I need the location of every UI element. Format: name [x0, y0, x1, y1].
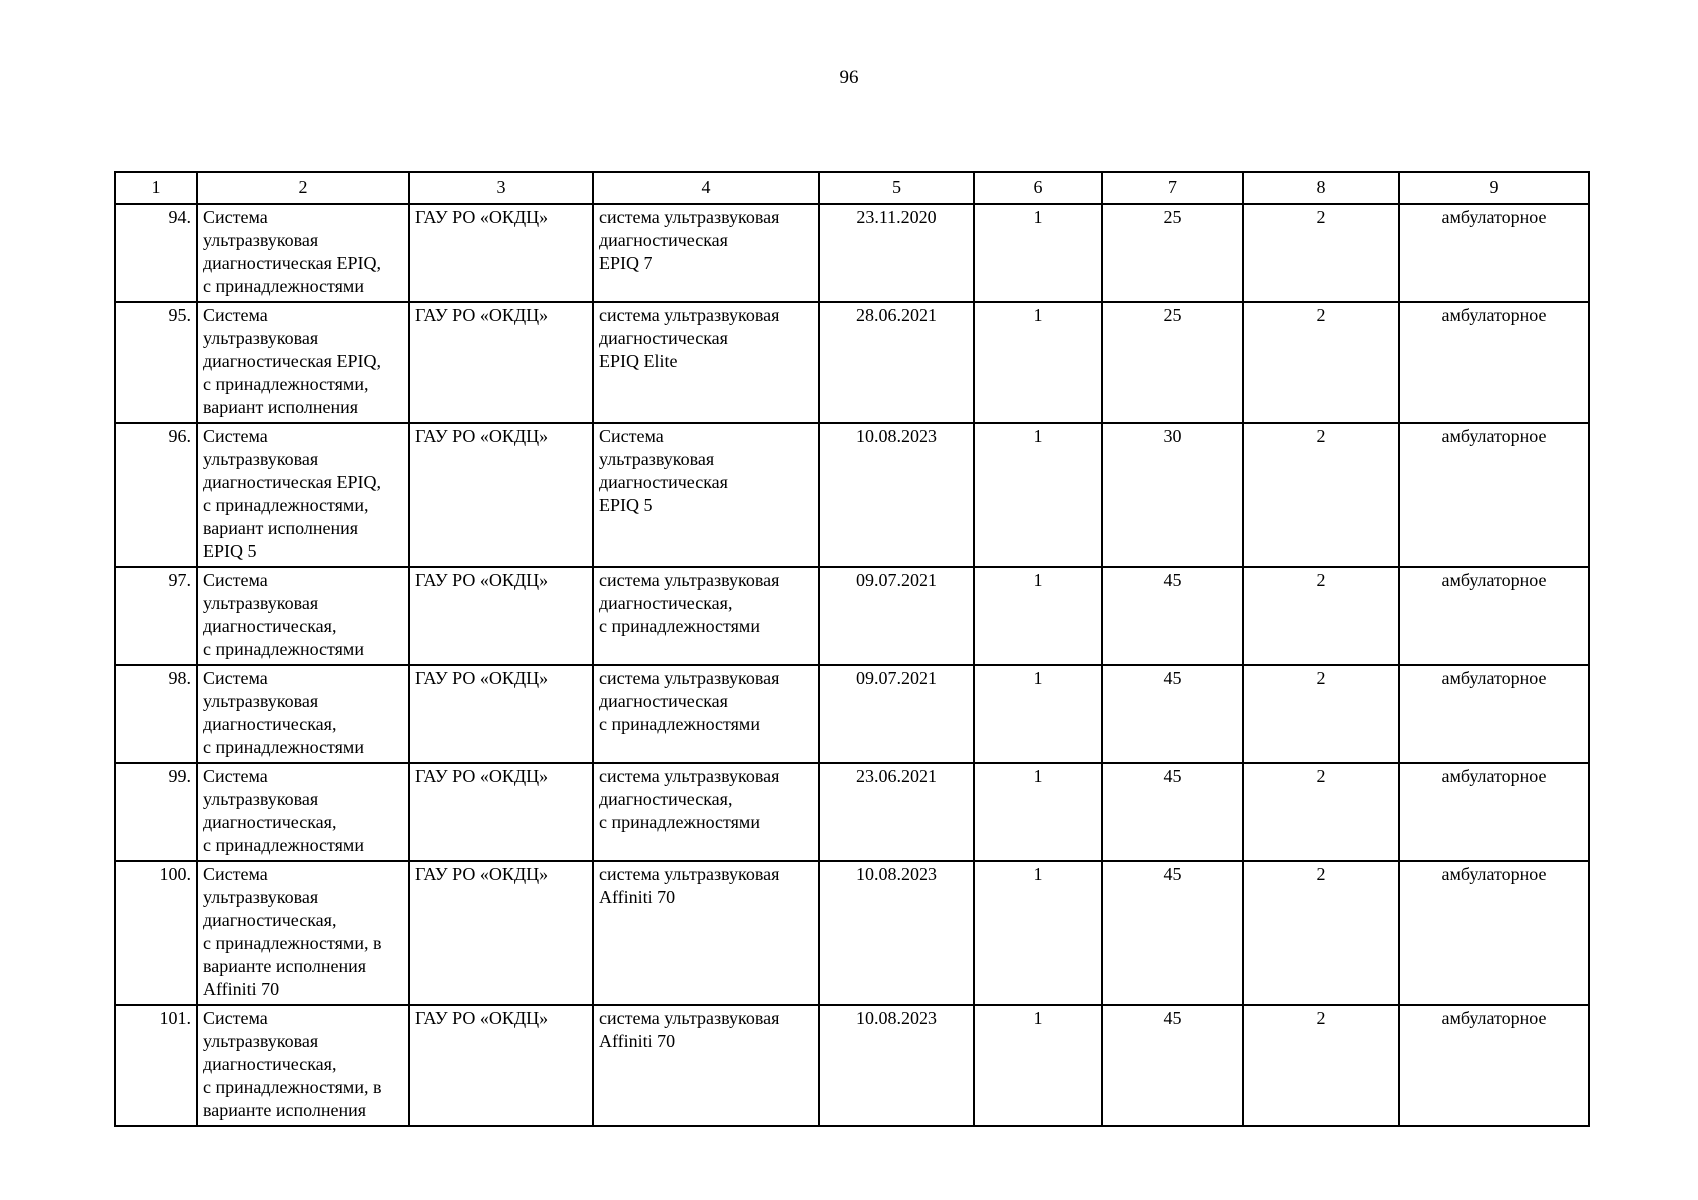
table-row: [115, 861, 1589, 1005]
col8-value: 2: [1243, 204, 1399, 302]
row-number: 99.: [115, 763, 197, 861]
date: 09.07.2021: [819, 665, 974, 763]
table-row: [115, 204, 1589, 302]
care-mode: амбулаторное: [1399, 665, 1589, 763]
device-name: Система ультразвуковая диагностическая EPIQ, с принадлежностями: [197, 204, 409, 302]
organization: ГАУ РО «ОКДЦ»: [409, 204, 593, 302]
organization: ГАУ РО «ОКДЦ»: [409, 861, 593, 1005]
header-cell-1: 1: [115, 172, 197, 204]
header-cell-2: 2: [197, 172, 409, 204]
device-name: Система ультразвуковая диагностическая, с принадлежностями, в варианте исполнения Affiniti 70: [197, 861, 409, 1005]
col6-value: 1: [974, 665, 1102, 763]
care-mode: амбулаторное: [1399, 204, 1589, 302]
page-number: 96: [839, 67, 859, 88]
col6-value: 1: [974, 302, 1102, 423]
col7-value: 45: [1102, 665, 1243, 763]
care-mode: амбулаторное: [1399, 763, 1589, 861]
header-cell-6: 6: [974, 172, 1102, 204]
col7-value: 45: [1102, 567, 1243, 665]
col7-value: 25: [1102, 204, 1243, 302]
organization: ГАУ РО «ОКДЦ»: [409, 423, 593, 567]
table-row: [115, 763, 1589, 861]
device-model: Система ультразвуковая диагностическая EPIQ 5: [593, 423, 819, 567]
device-name: Система ультразвуковая диагностическая, с принадлежностями: [197, 567, 409, 665]
organization: ГАУ РО «ОКДЦ»: [409, 763, 593, 861]
device-name: Система ультразвуковая диагностическая, с принадлежностями: [197, 665, 409, 763]
col8-value: 2: [1243, 763, 1399, 861]
table-header-row: [115, 172, 1589, 204]
device-model: система ультразвуковая диагностическая, с принадлежностями: [593, 567, 819, 665]
col6-value: 1: [974, 861, 1102, 1005]
header-cell-4: 4: [593, 172, 819, 204]
row-number: 101.: [115, 1005, 197, 1126]
date: 28.06.2021: [819, 302, 974, 423]
device-name: Система ультразвуковая диагностическая EPIQ, с принадлежностями, вариант исполнения: [197, 302, 409, 423]
date: 10.08.2023: [819, 1005, 974, 1126]
header-cell-9: 9: [1399, 172, 1589, 204]
row-number: 100.: [115, 861, 197, 1005]
table-row: [115, 567, 1589, 665]
col7-value: 30: [1102, 423, 1243, 567]
organization: ГАУ РО «ОКДЦ»: [409, 567, 593, 665]
device-model: система ультразвуковая диагностическая EPIQ Elite: [593, 302, 819, 423]
header-cell-7: 7: [1102, 172, 1243, 204]
device-model: система ультразвуковая Affiniti 70: [593, 1005, 819, 1126]
col7-value: 25: [1102, 302, 1243, 423]
row-number: 94.: [115, 204, 197, 302]
organization: ГАУ РО «ОКДЦ»: [409, 302, 593, 423]
header-cell-8: 8: [1243, 172, 1399, 204]
col6-value: 1: [974, 567, 1102, 665]
col7-value: 45: [1102, 1005, 1243, 1126]
care-mode: амбулаторное: [1399, 861, 1589, 1005]
device-model: система ультразвуковая диагностическая с принадлежностями: [593, 665, 819, 763]
col8-value: 2: [1243, 1005, 1399, 1126]
col6-value: 1: [974, 1005, 1102, 1126]
organization: ГАУ РО «ОКДЦ»: [409, 1005, 593, 1126]
col8-value: 2: [1243, 302, 1399, 423]
care-mode: амбулаторное: [1399, 1005, 1589, 1126]
device-name: Система ультразвуковая диагностическая, с принадлежностями: [197, 763, 409, 861]
device-model: система ультразвуковая диагностическая, с принадлежностями: [593, 763, 819, 861]
row-number: 98.: [115, 665, 197, 763]
equipment-table: [114, 171, 1590, 1127]
device-model: система ультразвуковая Affiniti 70: [593, 861, 819, 1005]
col8-value: 2: [1243, 567, 1399, 665]
row-number: 97.: [115, 567, 197, 665]
row-number: 96.: [115, 423, 197, 567]
organization: ГАУ РО «ОКДЦ»: [409, 665, 593, 763]
device-model: система ультразвуковая диагностическая EPIQ 7: [593, 204, 819, 302]
date: 23.06.2021: [819, 763, 974, 861]
col6-value: 1: [974, 423, 1102, 567]
care-mode: амбулаторное: [1399, 302, 1589, 423]
date: 10.08.2023: [819, 423, 974, 567]
row-number: 95.: [115, 302, 197, 423]
col6-value: 1: [974, 204, 1102, 302]
date: 09.07.2021: [819, 567, 974, 665]
table-row: [115, 423, 1589, 567]
device-name: Система ультразвуковая диагностическая EPIQ, с принадлежностями, вариант исполнения EPIQ 5: [197, 423, 409, 567]
table-row: [115, 665, 1589, 763]
col7-value: 45: [1102, 763, 1243, 861]
device-name: Система ультразвуковая диагностическая, с принадлежностями, в варианте исполнения: [197, 1005, 409, 1126]
col7-value: 45: [1102, 861, 1243, 1005]
header-cell-3: 3: [409, 172, 593, 204]
table-row: [115, 1005, 1589, 1126]
col6-value: 1: [974, 763, 1102, 861]
col8-value: 2: [1243, 665, 1399, 763]
care-mode: амбулаторное: [1399, 567, 1589, 665]
table-row: [115, 302, 1589, 423]
date: 23.11.2020: [819, 204, 974, 302]
care-mode: амбулаторное: [1399, 423, 1589, 567]
header-cell-5: 5: [819, 172, 974, 204]
col8-value: 2: [1243, 861, 1399, 1005]
col8-value: 2: [1243, 423, 1399, 567]
date: 10.08.2023: [819, 861, 974, 1005]
